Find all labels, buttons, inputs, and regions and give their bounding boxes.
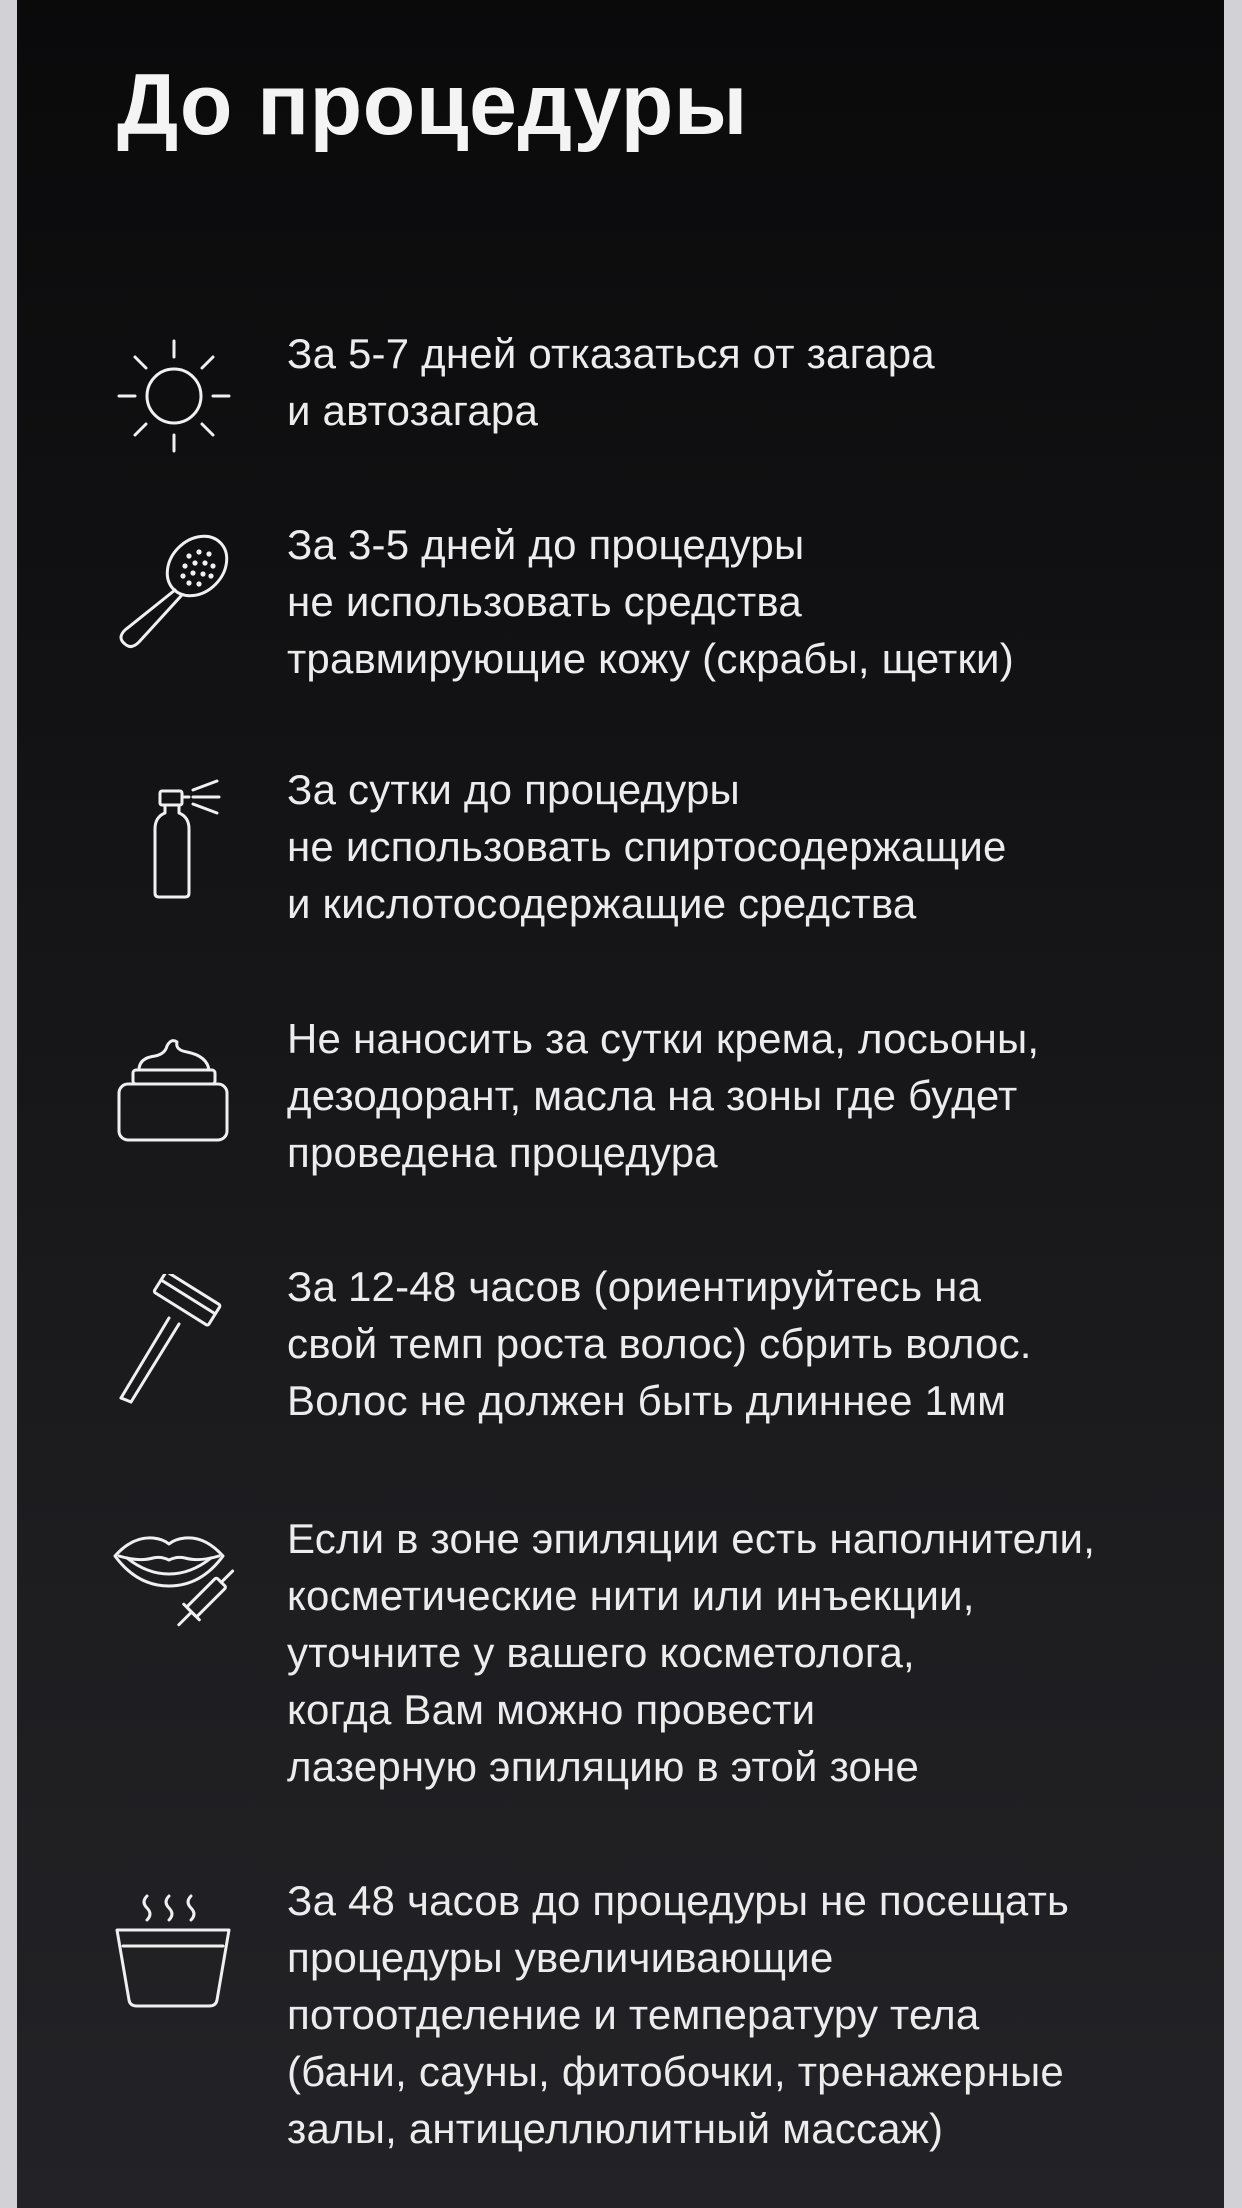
lips-syringe-icon bbox=[109, 1514, 239, 1644]
item-text: За сутки до процедуры не использовать спиртосодержащие и кислотосодержащие средства bbox=[287, 766, 1007, 927]
sun-icon bbox=[109, 331, 239, 461]
item-text: За 3-5 дней до процедуры не использовать средства травмирующие кожу (скрабы, щетки) bbox=[287, 521, 1014, 682]
steam-bowl-icon bbox=[109, 1886, 239, 2016]
cream-jar-icon bbox=[109, 1020, 239, 1150]
page-title: До процедуры bbox=[117, 57, 748, 153]
item-text: Если в зоне эпиляции есть наполнители, косметические нити или инъекции, уточните у вашего косметолога, когда Вам можно провести лазерную эпиляцию в этой зоне bbox=[287, 1515, 1096, 1790]
spray-bottle-icon bbox=[109, 773, 239, 903]
item-text: За 12-48 часов (ориентируйтесь на свой темп роста волос) сбрить волос. Волос не должен быть длиннее 1мм bbox=[287, 1263, 1032, 1424]
hairbrush-icon bbox=[109, 526, 239, 656]
item-text: За 5-7 дней отказаться от загара и автозагара bbox=[287, 330, 935, 434]
content-panel bbox=[17, 0, 1224, 2208]
item-text: Не наносить за сутки крема, лосьоны, дезодорант, масла на зоны где будет проведена процедура bbox=[287, 1015, 1040, 1176]
item-text: За 48 часов до процедуры не посещать процедуры увеличивающие потоотделение и температуру тела (бани, сауны, фитобочки, тренажерные залы, антицеллюлитный массаж) bbox=[287, 1877, 1070, 2152]
razor-icon bbox=[109, 1274, 239, 1404]
